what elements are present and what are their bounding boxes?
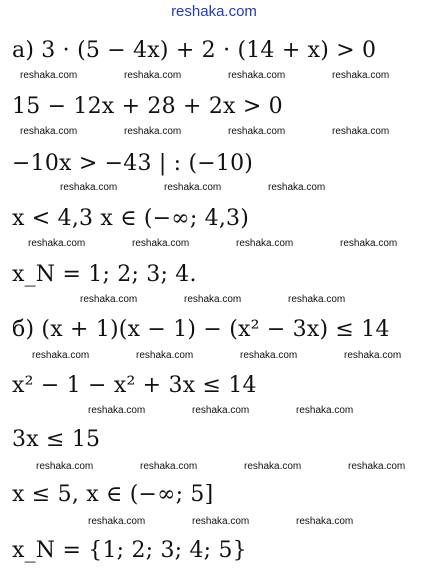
watermark: reshaka.com [332,70,390,81]
site-watermark: reshaka.com [171,3,257,20]
watermark: reshaka.com [288,294,346,305]
line-a-inequality: а) 3 · (5 − 4x) + 2 · (14 + x) > 0 [12,38,377,63]
watermark: reshaka.com [60,182,118,193]
watermark: reshaka.com [192,516,250,527]
watermark: reshaka.com [28,238,86,249]
watermark: reshaka.com [268,182,326,193]
watermark: reshaka.com [332,126,390,137]
watermark: reshaka.com [296,516,354,527]
watermark: reshaka.com [20,126,78,137]
line-b-natural-solutions: x_N = {1; 2; 3; 4; 5} [12,538,247,563]
watermark: reshaka.com [80,294,138,305]
line-a-simplified: −10x > −43 | : (−10) [12,151,254,176]
watermark: reshaka.com [88,405,146,416]
line-b-simplified: 3x ≤ 15 [12,427,101,452]
line-a-solution: x < 4,3 x ∈ (−∞; 4,3) [12,206,250,231]
watermark: reshaka.com [32,350,90,361]
watermark: reshaka.com [124,70,182,81]
watermark: reshaka.com [344,350,402,361]
watermark: reshaka.com [244,461,302,472]
watermark: reshaka.com [296,405,354,416]
watermark: reshaka.com [240,350,298,361]
watermark: reshaka.com [236,238,294,249]
watermark: reshaka.com [348,461,406,472]
line-b-inequality: б) (x + 1)(x − 1) − (x² − 3x) ≤ 14 [12,317,390,342]
watermark: reshaka.com [36,461,94,472]
watermark: reshaka.com [164,182,222,193]
watermark: reshaka.com [132,238,190,249]
watermark: reshaka.com [340,238,398,249]
watermark: reshaka.com [228,70,286,81]
watermark: reshaka.com [228,126,286,137]
watermark: reshaka.com [136,350,194,361]
line-a-natural-solutions: x_N = 1; 2; 3; 4. [12,262,197,287]
watermark: reshaka.com [184,294,242,305]
watermark: reshaka.com [124,126,182,137]
watermark: reshaka.com [88,516,146,527]
watermark: reshaka.com [192,405,250,416]
line-b-expanded: x² − 1 − x² + 3x ≤ 14 [12,373,257,398]
line-a-expanded: 15 − 12x + 28 + 2x > 0 [12,94,283,119]
line-b-solution: x ≤ 5, x ∈ (−∞; 5] [12,482,214,507]
watermark: reshaka.com [20,70,78,81]
watermark: reshaka.com [140,461,198,472]
